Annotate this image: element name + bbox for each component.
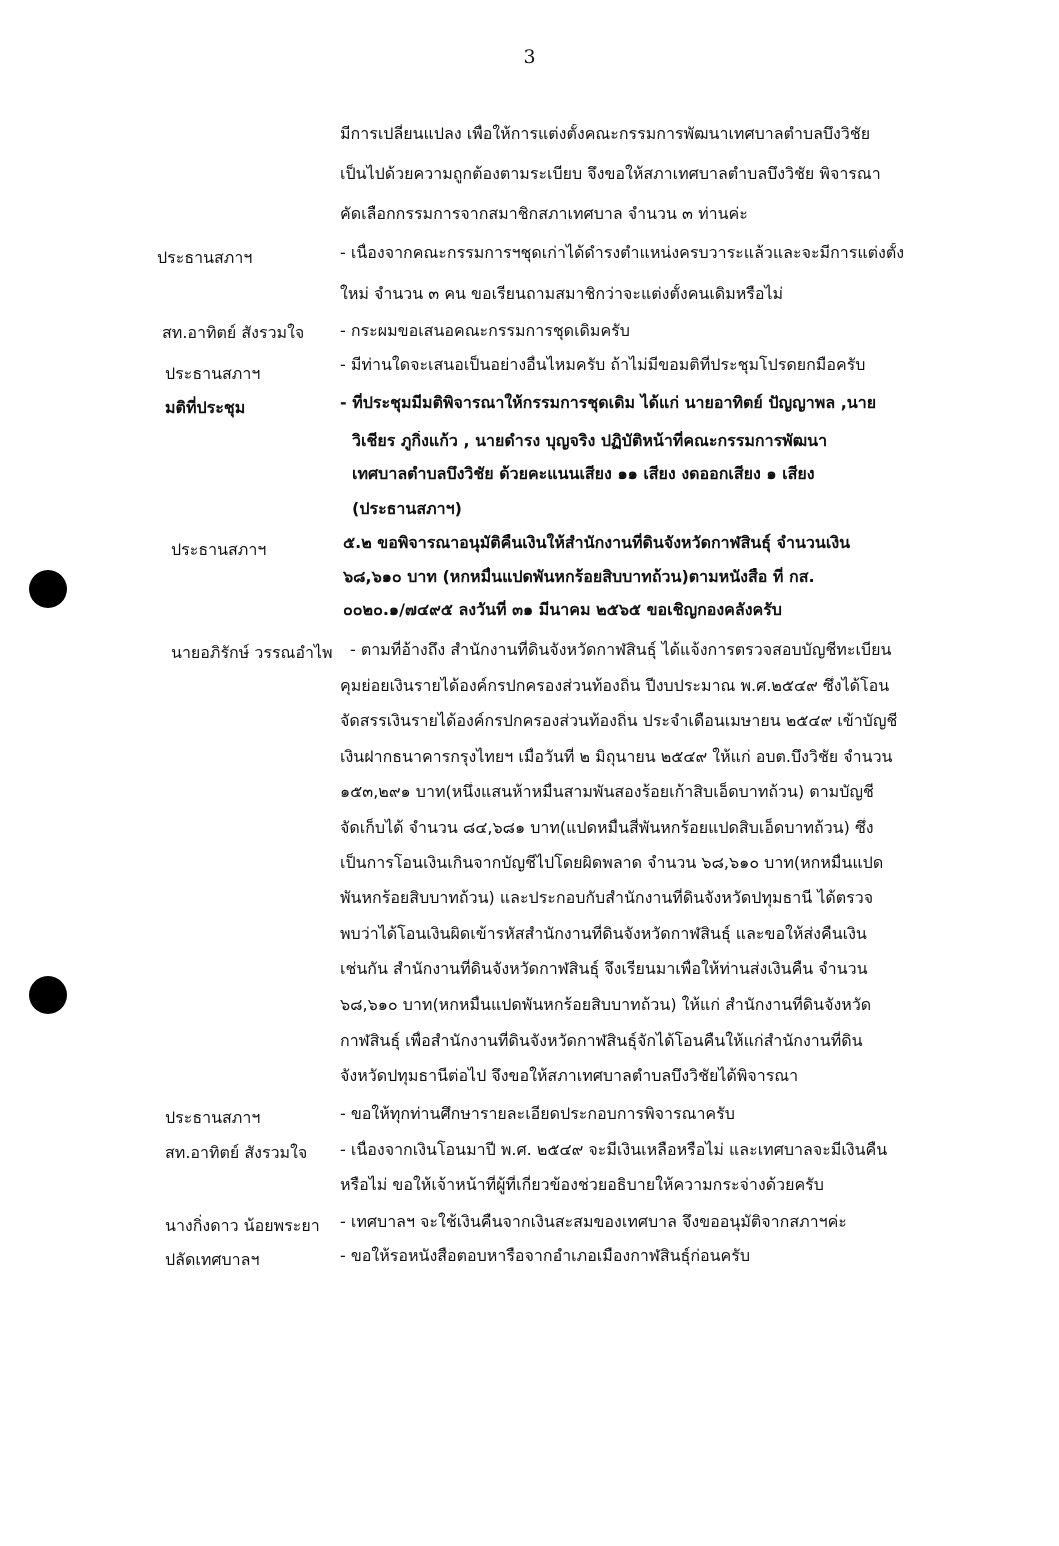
statement-line: - กระผมขอเสนอคณะกรรมการชุดเดิมครับ (340, 321, 630, 340)
agenda-line: ๐๐๒๐.๑/๗๔๙๕ ลงวันที่ ๓๑ มีนาคม ๒๕๖๕ ขอเชิญกองคลังครับ (343, 600, 782, 619)
speaker-label: ประธานสภาฯ (165, 364, 261, 383)
statement-line: ใหม่ จำนวน ๓ คน ขอเรียนถามสมาชิกว่าจะแต่งตั้งคนเดิมหรือไม่ (340, 284, 784, 303)
resolution-line: วิเชียร ภูกิ่งแก้ว , นายดำรง บุญจริง ปฏิบัติหน้าที่คณะกรรมการพัฒนา (352, 431, 828, 450)
statement-line: - เนื่องจากคณะกรรมการฯชุดเก่าได้ดำรงตำแหน่งครบวาระแล้วและจะมีการแต่งตั้ง (340, 243, 905, 262)
intro-line: เป็นไปด้วยความถูกต้องตามระเบียบ จึงขอให้สภาเทศบาลตำบลบึงวิชัย พิจารณา (340, 164, 881, 183)
agenda-line: ๕.๒ ขอพิจารณาอนุมัติคืนเงินให้สำนักงานที่ดินจังหวัดกาฬสินธุ์ จำนวนเงิน (343, 533, 851, 552)
statement-line: เป็นการโอนเงินเกินจากบัญชีไปโดยผิดพลาด จำนวน ๖๘,๖๑๐ บาท(หกหมื่นแปด (340, 853, 884, 872)
statement-line: - ตามที่อ้างถึง สำนักงานที่ดินจังหวัดกาฬสินธุ์ ได้แจ้งการตรวจสอบบัญชีทะเบียน (350, 640, 892, 659)
statement-line: ๖๘,๖๑๐ บาท(หกหมื่นแปดพันหกร้อยสิบบาทถ้วน) ให้แก่ สำนักงานที่ดินจังหวัด (340, 995, 872, 1014)
statement-line: จัดสรรเงินรายได้องค์กรปกครองส่วนท้องถิ่น ประจำเดือนเมษายน ๒๕๔๙ เข้าบัญชี (340, 711, 898, 730)
speaker-label: ประธานสภาฯ (165, 1108, 261, 1127)
intro-line: มีการเปลี่ยนแปลง เพื่อให้การแต่งตั้งคณะกรรมการพัฒนาเทศบาลตำบลบึงวิชัย (340, 124, 871, 143)
resolution-line: เทศบาลตำบลบึงวิชัย ด้วยคะแนนเสียง ๑๑ เสียง งดออกเสียง ๑ เสียง (352, 464, 815, 483)
statement-line: คุมย่อยเงินรายได้องค์กรปกครองส่วนท้องถิ่น ปีงบประมาณ พ.ศ.๒๕๔๙ ซึ่งได้โอน (340, 676, 890, 695)
statement-line: จังหวัดปทุมธานีต่อไป จึงขอให้สภาเทศบาลตำบลบึงวิชัยได้พิจารณา (340, 1066, 799, 1085)
speaker-label: นางกิ่งดาว น้อยพระยา (165, 1216, 320, 1235)
punch-hole-top (29, 570, 67, 608)
agenda-line: ๖๘,๖๑๐ บาท (หกหมื่นแปดพันหกร้อยสิบบาทถ้วน)ตามหนังสือ ที่ กส. (343, 567, 815, 586)
speaker-label: ประธานสภาฯ (171, 540, 267, 559)
statement-line: เงินฝากธนาคารกรุงไทยฯ เมื่อวันที่ ๒ มิถุนายน ๒๕๔๙ ให้แก่ อบต.บึงวิชัย จำนวน (340, 747, 893, 766)
speaker-label: นายอภิรักษ์ วรรณอำไพ (171, 643, 333, 662)
resolution-label: มติที่ประชุม (165, 398, 246, 417)
statement-line: - มีท่านใดจะเสนอเป็นอย่างอื่นไหมครับ ถ้าไม่มีขอมติที่ประชุมโปรดยกมือครับ (340, 355, 866, 374)
speaker-label: สท.อาทิตย์ สังรวมใจ (165, 1143, 308, 1162)
statement-line: - เนื่องจากเงินโอนมาปี พ.ศ. ๒๕๔๙ จะมีเงินเหลือหรือไม่ และเทศบาลจะมีเงินคืน (340, 1140, 888, 1159)
intro-line: คัดเลือกกรรมการจากสมาชิกสภาเทศบาล จำนวน ๓ ท่านค่ะ (340, 204, 748, 223)
statement-line: พันหกร้อยสิบบาทถ้วน) และประกอบกับสำนักงานที่ดินจังหวัดปทุมธานี ได้ตรวจ (340, 888, 874, 907)
statement-line: - เทศบาลฯ จะใช้เงินคืนจากเงินสะสมของเทศบาล จึงขออนุมัติจากสภาฯค่ะ (340, 1212, 847, 1231)
statement-line: หรือไม่ ขอให้เจ้าหน้าที่ผู้ที่เกี่ยวข้องช่วยอธิบายให้ความกระจ่างด้วยครับ (340, 1175, 824, 1194)
statement-line: - ขอให้รอหนังสือตอบหารือจากอำเภอเมืองกาฬสินธุ์ก่อนครับ (340, 1246, 750, 1265)
statement-line: จัดเก็บได้ จำนวน ๘๔,๖๘๑ บาท(แปดหมื่นสี่พันหกร้อยแปดสิบเอ็ดบาทถ้วน) ซึ่ง (340, 818, 874, 837)
speaker-label: สท.อาทิตย์ สังรวมใจ (162, 323, 305, 342)
resolution-line: (ประธานสภาฯ) (352, 499, 462, 518)
resolution-line: - ที่ประชุมมีมติพิจารณาให้กรรมการชุดเดิม ได้แก่ นายอาทิตย์ ปัญญาพล ,นาย (340, 393, 877, 412)
statement-line: กาฬสินธุ์ เพื่อสำนักงานที่ดินจังหวัดกาฬสินธุ์จักได้โอนคืนให้แก่สำนักงานที่ดิน (340, 1031, 863, 1050)
page-number: 3 (523, 46, 536, 68)
statement-line: - ขอให้ทุกท่านศึกษารายละเอียดประกอบการพิจารณาครับ (340, 1104, 735, 1123)
speaker-label: ประธานสภาฯ (157, 248, 253, 267)
statement-line: พบว่าได้โอนเงินผิดเข้ารหัสสำนักงานที่ดินจังหวัดกาฬสินธุ์ และขอให้ส่งคืนเงิน (340, 924, 867, 943)
statement-line: เช่นกัน สำนักงานที่ดินจังหวัดกาฬสินธุ์ จึงเรียนมาเพื่อให้ท่านส่งเงินคืน จำนวน (340, 959, 868, 978)
punch-hole-bottom (29, 976, 67, 1014)
speaker-label: ปลัดเทศบาลฯ (165, 1250, 260, 1269)
statement-line: ๑๕๓,๒๙๑ บาท(หนึ่งแสนห้าหมื่นสามพันสองร้อยเก้าสิบเอ็ดบาทถ้วน) ตามบัญชี (340, 782, 874, 801)
